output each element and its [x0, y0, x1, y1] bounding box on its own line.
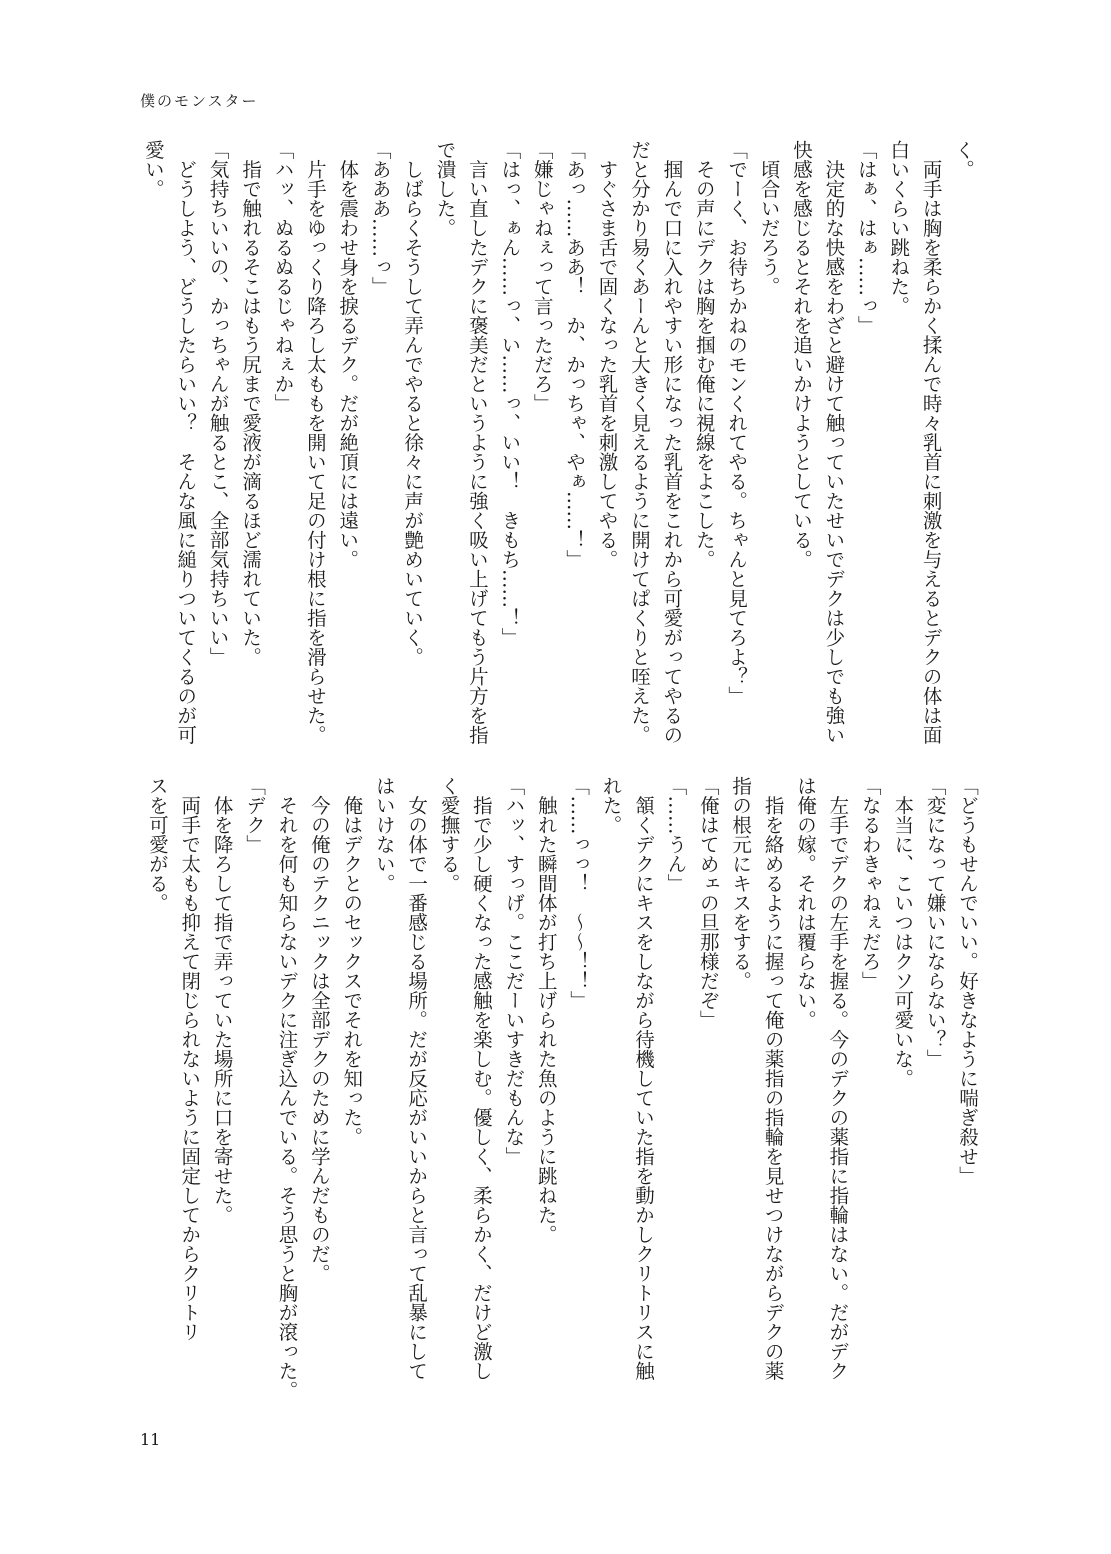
text-column: 本当に、こいつはクソ可愛いな。 [891, 776, 915, 1088]
text-column: 両手は胸を柔らかく揉んで時々乳首に刺激を与えるとデクの体は面 [919, 140, 943, 745]
page-number: 11 [140, 1430, 161, 1449]
text-column: スを可愛がる。 [145, 776, 169, 913]
text-column: 「俺はてめェの旦那様だぞ」 [696, 776, 720, 1030]
text-column: 「どうもせんでいい。好きなように喘ぎ殺せ」 [956, 776, 979, 1186]
text-column: 愛い。 [141, 140, 165, 199]
text-tier-top [136, 140, 979, 780]
text-column: 女の体で一番感じる場所。だが反応がいいからと言って乱暴にして [405, 776, 429, 1381]
text-column: すぐさま舌で固くなった乳首を刺激してやる。 [595, 140, 619, 569]
text-column: 指の根元にキスをする。 [729, 776, 753, 991]
text-column: く。 [952, 140, 975, 179]
text-column: 「気持ちいいの、かっちゃんが触るとこ、全部気持ちいい」 [206, 140, 230, 667]
text-column: その声にデクは胸を掴む俺に視線をよこした。 [692, 140, 716, 569]
text-column: は俺の嫁。それは覆らない。 [793, 776, 817, 1030]
text-column: 頷くデクにキスをしながら待機していた指を動かしクリトリスに触 [631, 776, 655, 1381]
text-column: 指で少し硬くなった感触を楽しむ。優しく、柔らかく、だけど激し [469, 776, 493, 1381]
text-column: 白いくらい跳ねた。 [887, 140, 911, 316]
text-column: れた。 [599, 776, 623, 835]
text-column: 両手で太もも抑えて閉じられないように固定してからクリトリ [178, 776, 202, 1342]
text-column: それを何も知らないデクに注ぎ込んでいる。そう思うと胸が滾った。 [275, 776, 299, 1400]
text-column: 「でーく、お待ちかねのモンくれてやる。ちゃんと見てろよ？」 [725, 140, 749, 706]
text-column: 「ハッ、ぬるぬるじゃねぇか」 [271, 140, 295, 413]
text-column: 「嫌じゃねぇって言っただろ」 [530, 140, 554, 413]
text-column: く愛撫する。 [437, 776, 461, 893]
text-column: 「ハッ、すっげ。ここだーいすきだもんな」 [502, 776, 526, 1166]
text-column: どうしよう、どうしたらいい？ そんな風に縋りついてくるのが可 [174, 140, 198, 745]
text-tier-bottom [140, 776, 983, 1416]
text-column: 「あっ……ああ！ か、かっちゃ、やぁ……！」 [563, 140, 587, 569]
text-column: 「変になって嫌いにならない？」 [923, 776, 947, 1069]
text-column: 触れた瞬間体が打ち上げられた魚のように跳ねた。 [534, 776, 558, 1244]
text-column: 俺はデクとのセックスでそれを知った。 [340, 776, 364, 1147]
text-column: 「……うん」 [664, 776, 688, 893]
text-column: 言い直したデクに褒美だというように強く吸い上げてもう片方を指 [465, 140, 489, 745]
text-column: 「デク」 [243, 776, 267, 854]
text-column: 頃合いだろう。 [757, 140, 781, 296]
text-column: 片手をゆっくり降ろし太ももを開いて足の付け根に指を滑らせた。 [303, 140, 327, 745]
text-column: 快感を感じるとそれを追いかけようとしている。 [789, 140, 813, 569]
text-column: 今の俺のテクニックは全部デクのために学んだものだ。 [307, 776, 331, 1283]
text-column: 決定的な快感をわざと避けて触っていたせいでデクは少しでも強い [822, 140, 846, 745]
text-column: 指を絡めるように握って俺の薬指の指輪を見せつけながらデクの薬 [761, 776, 785, 1381]
text-column: 「あああ……っ」 [368, 140, 392, 296]
text-column: しばらくそうして弄んでやると徐々に声が艶めいていく。 [401, 140, 425, 667]
text-column: 「なるわきゃねぇだろ」 [858, 776, 882, 991]
text-column: だと分かり易くあーんと大きく見えるように開けてぱくりと咥えた。 [627, 140, 651, 745]
text-column: で潰した。 [433, 140, 457, 238]
text-column: 指で触れるそこはもう尻まで愛液が滴るほど濡れていた。 [239, 140, 263, 667]
text-column: 掴んで口に入れやすい形になった乳首をこれから可愛がってやるの [660, 140, 684, 745]
text-column: 左手でデクの左手を握る。今のデクの薬指に指輪はない。だがデク [826, 776, 850, 1381]
text-column: 体を震わせ身を捩るデク。だが絶頂には遠い。 [336, 140, 360, 569]
text-column: 「はっ、ぁん……っ、い……っ、いい！ きもち……！」 [498, 140, 522, 647]
text-column: 体を降ろして指で弄っていた場所に口を寄せた。 [210, 776, 234, 1225]
text-column: 「はぁ、はぁ……っ」 [854, 140, 878, 335]
text-column: はいけない。 [372, 776, 396, 893]
text-column: 「……っっ！ ～～！！」 [567, 776, 591, 1010]
running-title: 僕のモンスター [140, 92, 259, 110]
